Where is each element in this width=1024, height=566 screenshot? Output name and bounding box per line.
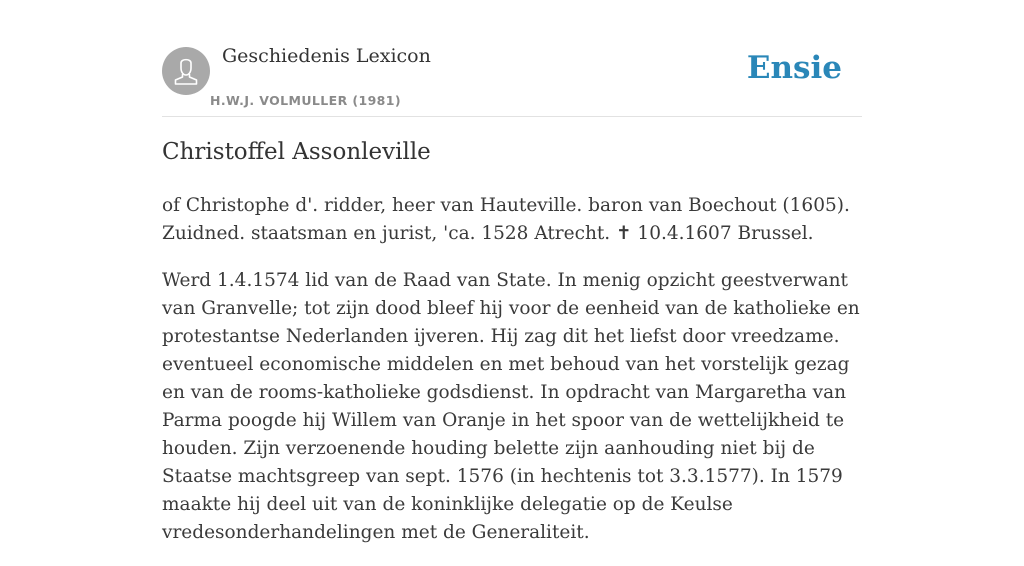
user-silhouette-icon — [162, 47, 210, 95]
brand-logo[interactable]: Ensie — [746, 50, 842, 86]
article-paragraph: Werd 1.4.1574 lid van de Raad van State. In menig opzicht geestverwant van Granvelle; tot zijn dood bleef hij voor de eenheid van de katholieke en protestantse Nederlanden ijveren. Hij zag dit het liefst door vreedzame. eventueel economische middelen en met behoud van het vorstelijk gezag en van de rooms-katholieke godsdienst. In opdracht van Margaretha van Parma poogde hij Willem van Oranje in het spoor van de wettelijkheid te houden. Zijn verzoenende houding belette zijn aanhouding niet bij de Staatse machtsgreep van sept. 1576 (in hechtenis tot 3.3.1577). In 1579 maakte hij deel uit van de koninklijke delegatie op de Keulse vredesonderhandelingen met de Generaliteit. — [162, 270, 860, 543]
article-paragraph: of Christophe d'. ridder, heer van Hauteville. baron van Boechout (1605). Zuidned. staatsman en jurist, 'ca. 1528 Atrecht. ✝ 10.4.1607 Brussel. — [162, 195, 850, 244]
lexicon-title[interactable]: Geschiedenis Lexicon — [222, 45, 431, 67]
article-body — [162, 192, 862, 566]
page — [162, 0, 862, 543]
header — [162, 0, 862, 117]
article-title: Christoffel Assonleville — [162, 139, 431, 165]
avatar[interactable] — [162, 47, 210, 95]
author-credit[interactable]: H.W.J. VOLMULLER (1981) — [210, 93, 401, 108]
